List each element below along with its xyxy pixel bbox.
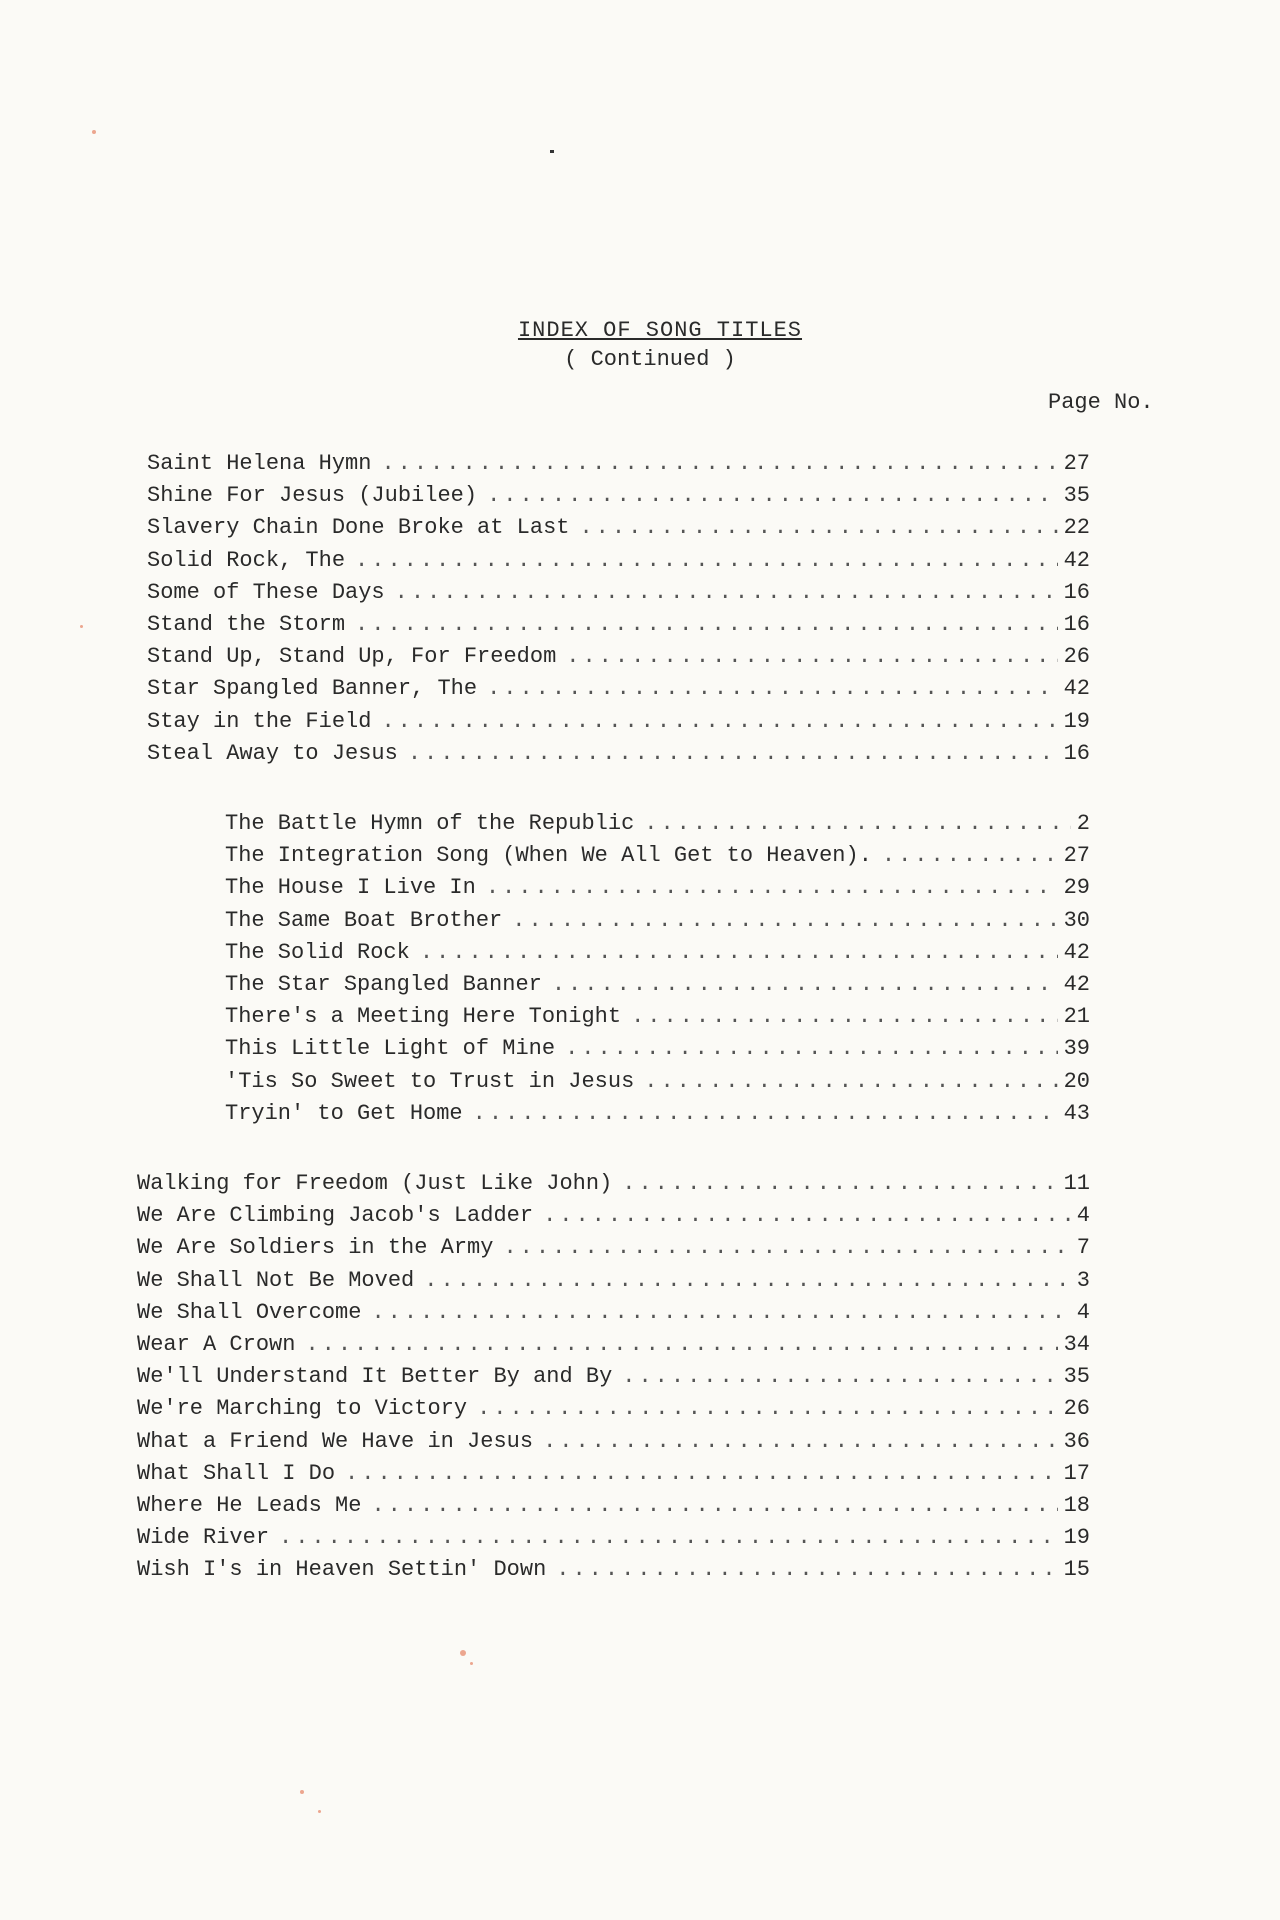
index-entry [147,673,1090,705]
song-title: What Shall I Do [137,1460,336,1486]
page-number: 17 [1063,1460,1090,1486]
index-entry [225,872,1090,904]
dot-leader [305,1329,1057,1361]
song-title: Shine For Jesus (Jubilee) [147,483,478,509]
index-entry [225,1066,1090,1098]
index-entry [225,905,1090,937]
page-number: 21 [1063,1004,1090,1030]
song-title: Solid Rock, The [147,547,346,573]
paper-speck [300,1790,304,1794]
song-title: Slavery Chain Done Broke at Last [147,515,570,541]
index-entry [147,706,1090,738]
index-entry [137,1458,1090,1490]
song-title: The Solid Rock [225,939,410,965]
dot-leader [408,738,1058,770]
index-entry [147,480,1090,512]
paper-speck [318,1810,321,1813]
page-number: 27 [1063,843,1090,869]
index-entry [225,969,1090,1001]
page-number-column-header: Page No. [1048,390,1154,415]
song-title: Wish I's in Heaven Settin' Down [137,1557,547,1583]
index-entry [137,1200,1090,1232]
dot-leader [279,1522,1058,1554]
song-title: Steal Away to Jesus [147,740,398,766]
song-title: Star Spangled Banner, The [147,676,478,702]
page-number: 4 [1076,1299,1090,1325]
index-entry [147,641,1090,673]
page-number: 26 [1063,1396,1090,1422]
dot-leader [565,1033,1058,1065]
page-number: 22 [1063,515,1090,541]
dot-leader [381,448,1057,480]
dot-leader [644,808,1071,840]
index-entry [137,1329,1090,1361]
index-entry [225,937,1090,969]
song-title: We Are Climbing Jacob's Ladder [137,1203,534,1229]
dot-leader [556,1554,1057,1586]
page-number: 29 [1063,875,1090,901]
song-title: Stay in the Field [147,708,372,734]
dot-leader [579,512,1057,544]
page-number: 19 [1063,1525,1090,1551]
page-number: 43 [1063,1100,1090,1126]
song-title: We'll Understand It Better By and By [137,1364,613,1390]
paper-speck [460,1650,466,1656]
page-number: 42 [1063,676,1090,702]
index-entry [147,448,1090,480]
song-title: Wear A Crown [137,1332,296,1357]
index-entry [137,1265,1090,1297]
page-number: 42 [1063,547,1090,573]
dot-leader [371,1490,1057,1522]
dot-leader [487,480,1058,512]
page-number: 16 [1063,612,1090,637]
paper-speck [92,130,96,134]
song-title: Wide River [137,1525,270,1551]
dot-leader [552,969,1058,1001]
index-entry [147,577,1090,609]
dot-leader [487,673,1058,705]
index-entry [147,545,1090,577]
index-entry [225,1001,1090,1033]
page-subtitle: ( Continued ) [564,347,736,372]
song-title: Some of These Days [147,579,385,605]
index-entry [137,1490,1090,1522]
dot-leader [424,1265,1071,1297]
dot-leader [345,1458,1058,1490]
dot-leader [566,641,1057,673]
index-entry [137,1426,1090,1458]
index-entry [137,1393,1090,1425]
dot-leader [355,545,1058,577]
song-title: The Star Spangled Banner [225,972,542,997]
page-number: 30 [1063,907,1090,933]
song-title: This Little Light of Mine [225,1036,556,1062]
page-number: 19 [1063,708,1090,734]
dot-leader [420,937,1058,969]
paper-speck [470,1662,473,1665]
dot-leader [395,577,1058,609]
index-entry [147,512,1090,544]
index-entry [147,609,1090,641]
index-entry [137,1522,1090,1554]
page-number: 2 [1076,811,1090,836]
page-number: 16 [1063,579,1090,605]
page-number: 36 [1063,1428,1090,1454]
song-title: The Same Boat Brother [225,907,503,933]
song-title: The House I Live In [225,875,476,901]
song-title: There's a Meeting Here Tonight [225,1004,622,1030]
index-entry [225,840,1090,872]
song-title: Saint Helena Hymn [147,451,372,476]
page-number: 7 [1076,1235,1090,1261]
dot-leader [381,706,1057,738]
index-entry [225,1098,1090,1130]
paper-speck [80,625,83,628]
index-entry [225,808,1090,840]
index-entry [225,1033,1090,1065]
page-number: 15 [1063,1557,1090,1583]
dot-leader [631,1001,1058,1033]
page-number: 42 [1063,972,1090,997]
song-title: 'Tis So Sweet to Trust in Jesus [225,1068,635,1094]
dot-leader [371,1297,1070,1329]
dot-leader [622,1168,1057,1200]
ink-mark [550,150,554,153]
dot-leader [622,1361,1057,1393]
dot-leader [486,872,1058,904]
page-number: 26 [1063,644,1090,670]
dot-leader [543,1200,1071,1232]
song-title: We Are Soldiers in the Army [137,1235,494,1261]
page-title: INDEX OF SONG TITLES [517,318,803,343]
page-number: 20 [1063,1068,1090,1094]
song-title: Stand Up, Stand Up, For Freedom [147,644,557,670]
index-entry [147,738,1090,770]
dot-leader [543,1426,1058,1458]
song-title: The Battle Hymn of the Republic [225,811,635,836]
dot-leader [512,905,1057,937]
song-title: We Shall Not Be Moved [137,1267,415,1293]
page-number: 4 [1076,1203,1090,1229]
dot-leader [473,1098,1058,1130]
page-number: 16 [1063,740,1090,766]
dot-leader [355,609,1058,641]
dot-leader [882,840,1058,872]
song-title: We're Marching to Victory [137,1396,468,1422]
page-number: 34 [1063,1332,1090,1357]
page-number: 18 [1063,1493,1090,1518]
dot-leader [477,1393,1058,1425]
dot-leader [503,1232,1070,1264]
song-title: Walking for Freedom (Just Like John) [137,1171,613,1196]
index-entry [137,1232,1090,1264]
dot-leader [644,1066,1057,1098]
song-title: Tryin' to Get Home [225,1100,463,1126]
title-block [0,318,1280,372]
song-title: Where He Leads Me [137,1493,362,1518]
page-number: 39 [1063,1036,1090,1062]
song-title: Stand the Storm [147,612,346,637]
page-number: 35 [1063,1364,1090,1390]
page-number: 42 [1063,939,1090,965]
index-entry [137,1361,1090,1393]
page-number: 11 [1063,1171,1090,1196]
page-number: 35 [1063,483,1090,509]
song-title: We Shall Overcome [137,1299,362,1325]
index-entry [137,1168,1090,1200]
index-entry [137,1297,1090,1329]
index-entry [137,1554,1090,1586]
page-number: 3 [1076,1267,1090,1293]
song-title: The Integration Song (When We All Get to Heaven). [225,843,872,869]
page-number: 27 [1063,451,1090,476]
song-title: What a Friend We Have in Jesus [137,1428,534,1454]
